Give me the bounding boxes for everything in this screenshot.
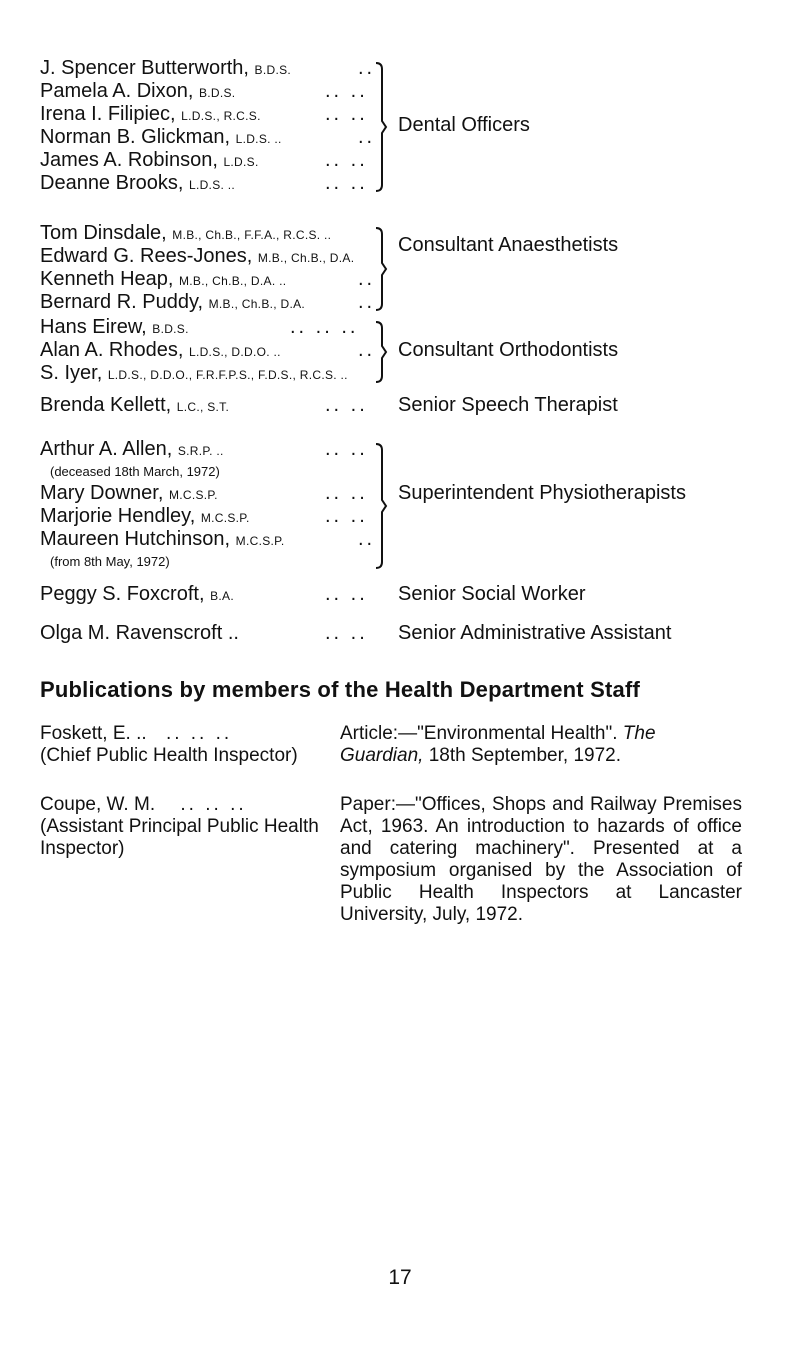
page-number: 17: [388, 1266, 412, 1289]
right-brace: [374, 442, 396, 570]
author-title: (Assistant Principal Public Health Inspector): [40, 816, 319, 859]
role-label: Senior Speech Therapist: [398, 394, 618, 416]
role-label: Superintendent Physiotherapists: [398, 482, 686, 504]
staff-member: James A. Robinson, L.D.S. .. ..: [40, 149, 368, 171]
role-label: Senior Social Worker: [398, 583, 586, 605]
staff-group-speech-therapist: [40, 394, 780, 417]
publication-description: Paper:—"Offices, Shops and Railway Premises Act, 1963. An introduction to hazards of office and catering machinery". Presented at a symposium organised by the Association of Public Health Inspectors at Lancaster University, July, 1972.: [340, 794, 742, 925]
staff-member: Bernard R. Puddy, M.B., Ch.B., D.A. ..: [40, 291, 376, 313]
role-label: Consultant Orthodontists: [398, 339, 619, 361]
staff-member: Irena I. Filipiec, L.D.S., R.C.S. .. ..: [40, 103, 368, 125]
role-label: Senior Administrative Assistant: [398, 622, 672, 644]
staff-group-admin-assistant: [40, 622, 780, 645]
staff-group-dental-officers: [40, 57, 780, 195]
staff-member: Norman B. Glickman, L.D.S. .. ..: [40, 126, 376, 148]
author-dots: .. .. ..: [165, 723, 233, 744]
section-heading: Publications by members of the Health Department Staff: [40, 677, 641, 702]
right-brace: [374, 61, 396, 193]
staff-member: Arthur A. Allen, S.R.P. .. .. ..: [40, 438, 368, 460]
author-name: Coupe, W. M.: [40, 794, 156, 815]
author-name: Foskett, E. ..: [40, 723, 147, 744]
staff-member: Brenda Kellett, L.C., S.T. .. ..: [40, 394, 368, 416]
author-dots: .. .. ..: [180, 794, 247, 815]
staff-group-consultant-anaesthetists: [40, 222, 780, 314]
publication-description: Article:—"Environmental Health". The Guardian, 18th September, 1972.: [340, 723, 656, 766]
right-brace: [374, 320, 396, 384]
role-label: Dental Officers: [398, 114, 530, 136]
staff-group-physiotherapists: [40, 438, 780, 572]
staff-member: Olga M. Ravenscroft .. .. ..: [40, 622, 368, 644]
right-brace: [374, 226, 396, 312]
role-label: Consultant Anaesthetists: [398, 234, 619, 256]
staff-member: Edward G. Rees-Jones, M.B., Ch.B., D.A.: [40, 245, 355, 267]
staff-note: (from 8th May, 1972): [50, 554, 170, 569]
staff-member: Kenneth Heap, M.B., Ch.B., D.A. .. ..: [40, 268, 376, 290]
publication-entry: [40, 794, 760, 959]
staff-member: S. Iyer, L.D.S., D.D.O., F.R.F.P.S., F.D.S., R.C.S. ..: [40, 362, 348, 384]
publication-author: [40, 723, 350, 767]
staff-member: Tom Dinsdale, M.B., Ch.B., F.F.A., R.C.S. ..: [40, 222, 332, 244]
staff-group-consultant-orthodontists: [40, 316, 780, 385]
publication-entry: [40, 723, 760, 773]
staff-note: (deceased 18th March, 1972): [50, 464, 220, 479]
staff-member: J. Spencer Butterworth, B.D.S. ..: [40, 57, 376, 79]
staff-member: Mary Downer, M.C.S.P. .. ..: [40, 482, 368, 504]
publication-author: [40, 794, 350, 860]
author-title: (Chief Public Health Inspector): [40, 745, 298, 766]
staff-member: Marjorie Hendley, M.C.S.P. .. ..: [40, 505, 368, 527]
staff-member: Pamela A. Dixon, B.D.S. .. ..: [40, 80, 368, 102]
staff-member: Alan A. Rhodes, L.D.S., D.D.O. .. ..: [40, 339, 376, 361]
staff-group-social-worker: [40, 583, 780, 606]
staff-member: Hans Eirew, B.D.S. .. .. ..: [40, 316, 359, 338]
staff-member: Maureen Hutchinson, M.C.S.P. ..: [40, 528, 376, 550]
staff-member: Deanne Brooks, L.D.S. .. .. ..: [40, 172, 368, 194]
staff-member: Peggy S. Foxcroft, B.A. .. ..: [40, 583, 368, 605]
